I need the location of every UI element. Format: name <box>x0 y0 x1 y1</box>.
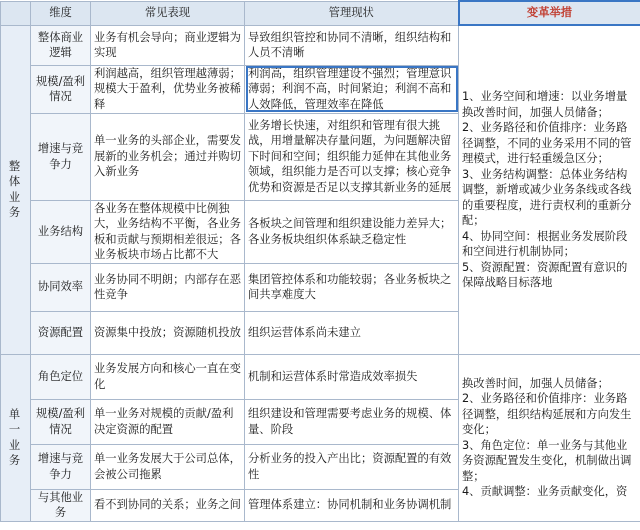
status-cell: 导致组织管控和协同不清晰，组织结构和人员不清晰 <box>245 25 459 65</box>
status-cell: 组织建设和管理需要考虑业务的规模、体量、阶段 <box>245 399 459 444</box>
performance-cell: 利润越高，组织管理越薄弱；规模大于盈利，优势业务被稀释 <box>91 65 245 113</box>
performance-cell: 单一业务的头部企业，需要发展新的业务机会；通过并购切入新业务 <box>91 113 245 200</box>
dimension-cell: 角色定位 <box>31 354 91 399</box>
status-cell: 业务增长快速，对组织和管理有很大挑战，用增量解决存量问题，为问题解决留下时间和空间；组织能力延伸在其他业务领域，组织能力是否可以支撑；核心竞争优势和资源是否足以支撑其新业务的延展 <box>245 113 459 200</box>
performance-cell: 单一业务对规模的贡献/盈利决定资源的配置 <box>91 399 245 444</box>
status-cell: 集团管控体系和功能较弱；各业务板块之间共享难度大 <box>245 263 459 311</box>
group-label-whole-business: 整体业务 <box>1 25 31 354</box>
reform-item: 3、业务结构调整：总体业务结构调整，新增或减少业务条线或各线的重要程度，进行责权利的重新分配； <box>462 167 632 227</box>
reform-item: 1、业务空间和增速：以业务增量换改善时间，加强人员储备； <box>462 90 628 119</box>
reform-item: 2、业务路径和价值排序：业务路径调整，不同的业务采用不同的管理模式，进行轻重缓急区分； <box>462 121 632 165</box>
reform-item: 3、角色定位：单一业务与其他业务资源配置发生变化，机制做出调整； <box>462 438 632 483</box>
header-reform-measures: 变革举措 <box>459 1 640 25</box>
dimension-cell: 规模/盈利情况 <box>31 65 91 113</box>
header-management-status: 管理现状 <box>245 1 459 25</box>
reform-item: 5、资源配置：资源配置有意识的保障战略目标落地 <box>462 260 628 289</box>
dimension-cell: 业务结构 <box>31 200 91 263</box>
reform-item: 换改善时间，加强人员储备； <box>462 376 609 390</box>
performance-cell: 业务有机会导向；商业逻辑为实现 <box>91 25 245 65</box>
dimension-cell: 增速与竞争力 <box>31 113 91 200</box>
reform-cell-whole <box>459 25 640 354</box>
performance-cell: 看不到协同的关系；业务之间 <box>91 489 245 521</box>
dimension-cell: 增速与竞争力 <box>31 444 91 489</box>
header-row <box>1 1 640 25</box>
reform-item: 4、协同空间：根据业务发展阶段和空间进行机制协同； <box>462 229 628 258</box>
header-dimension: 维度 <box>31 1 91 25</box>
group-label-single-business: 单一业务 <box>1 354 31 521</box>
reform-item: 2、业务路径和价值排序：业务路径调整，组织结构延展和方向发生变化； <box>462 392 632 436</box>
performance-cell: 资源集中投放；资源随机投放 <box>91 311 245 354</box>
performance-cell: 单一业务发展大于公司总体，会被公司拖累 <box>91 444 245 489</box>
status-cell: 管理体系建立：协同机制和业务协调机制 <box>245 489 459 521</box>
status-cell: 各板块之间管理和组织建设能力差异大；各业务板块组织体系缺乏稳定性 <box>245 200 459 263</box>
table-row <box>1 354 640 399</box>
performance-cell: 业务发展方向和核心一直在变化 <box>91 354 245 399</box>
dimension-cell: 与其他业务 <box>31 489 91 521</box>
performance-cell: 业务协同不明朗；内部存在恶性竞争 <box>91 263 245 311</box>
dimension-cell: 资源配置 <box>31 311 91 354</box>
dimension-cell: 整体商业逻辑 <box>31 25 91 65</box>
dimension-cell: 规模/盈利情况 <box>31 399 91 444</box>
status-cell: 机制和运营体系时常造成效率损失 <box>245 354 459 399</box>
header-blank <box>1 1 31 25</box>
reform-cell-single <box>459 354 640 521</box>
performance-cell: 各业务在整体规模中比例独大，业务结构不平衡，各业务板和贡献与预期相差很远；各业务板块市场占比都不大 <box>91 200 245 263</box>
status-cell: 分析业务的投入产出比；资源配置的有效性 <box>245 444 459 489</box>
status-cell: 利润高，组织管理建设不强烈；管理意识薄弱；利润不高，时间紧迫；利润不高和人效降低，管理效率在降低 <box>245 65 459 113</box>
table-row <box>1 25 640 65</box>
header-common-performance: 常见表现 <box>91 1 245 25</box>
reform-item: 4、贡献调整：业务贡献变化，资 <box>462 485 628 498</box>
dimension-cell: 协同效率 <box>31 263 91 311</box>
status-cell: 组织运营体系尚未建立 <box>245 311 459 354</box>
